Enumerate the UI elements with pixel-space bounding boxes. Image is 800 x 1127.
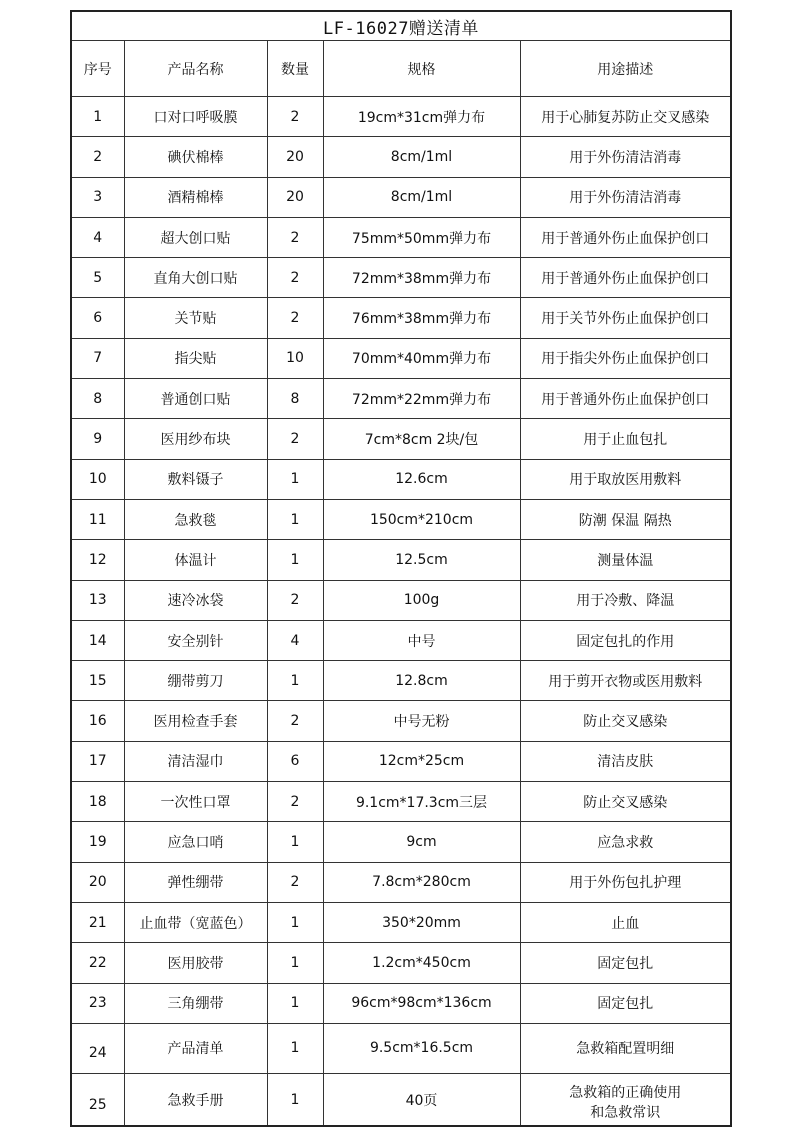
cell-qty: 1 (267, 661, 323, 701)
cell-qty: 6 (267, 741, 323, 781)
cell-qty: 2 (267, 298, 323, 338)
cell-name: 三角绷带 (124, 983, 267, 1023)
cell-use: 防止交叉感染 (520, 782, 731, 822)
cell-use-line: 和急救常识 (590, 1104, 661, 1121)
gift-list-table (70, 10, 732, 1127)
cell-use: 清洁皮肤 (520, 741, 731, 781)
cell-name: 清洁湿巾 (124, 741, 267, 781)
table-row (71, 298, 731, 338)
cell-name: 敷料镊子 (124, 459, 267, 499)
cell-qty: 1 (267, 540, 323, 580)
cell-no: 2 (71, 137, 124, 177)
cell-use: 固定包扎的作用 (520, 620, 731, 660)
cell-use: 用于止血包扎 (520, 419, 731, 459)
gift-list-sheet (70, 10, 730, 1121)
table-row (71, 701, 731, 741)
cell-name: 一次性口罩 (124, 782, 267, 822)
cell-use: 止血 (520, 902, 731, 942)
cell-spec: 8cm/1ml (323, 137, 520, 177)
cell-no: 24 (71, 1023, 124, 1073)
cell-name: 止血带（宽蓝色） (124, 902, 267, 942)
table-row (71, 338, 731, 378)
cell-name: 绷带剪刀 (124, 661, 267, 701)
table-row (71, 379, 731, 419)
cell-spec: 1.2cm*450cm (323, 943, 520, 983)
cell-use (520, 1074, 731, 1127)
cell-use: 用于关节外伤止血保护创口 (520, 298, 731, 338)
table-row (71, 137, 731, 177)
cell-name: 酒精棉棒 (124, 177, 267, 217)
cell-qty: 1 (267, 1074, 323, 1127)
cell-use: 用于外伤清洁消毒 (520, 177, 731, 217)
cell-spec: 76mm*38mm弹力布 (323, 298, 520, 338)
cell-qty: 8 (267, 379, 323, 419)
cell-name: 急救毯 (124, 499, 267, 539)
cell-qty: 1 (267, 943, 323, 983)
cell-spec: 7.8cm*280cm (323, 862, 520, 902)
cell-use: 急救箱配置明细 (520, 1023, 731, 1073)
column-header-spec: 规格 (323, 41, 520, 97)
cell-qty: 4 (267, 620, 323, 660)
cell-spec: 12.5cm (323, 540, 520, 580)
cell-use: 防潮 保温 隔热 (520, 499, 731, 539)
table-row (71, 862, 731, 902)
cell-no: 25 (71, 1074, 124, 1127)
cell-no: 21 (71, 902, 124, 942)
cell-spec: 40页 (323, 1074, 520, 1127)
table-row (71, 943, 731, 983)
cell-use: 固定包扎 (520, 943, 731, 983)
cell-name: 超大创口贴 (124, 217, 267, 257)
cell-qty: 1 (267, 822, 323, 862)
table-row (71, 580, 731, 620)
cell-name: 应急口哨 (124, 822, 267, 862)
cell-qty: 20 (267, 177, 323, 217)
cell-no: 18 (71, 782, 124, 822)
cell-qty: 10 (267, 338, 323, 378)
table-row (71, 661, 731, 701)
cell-qty: 1 (267, 902, 323, 942)
cell-no: 13 (71, 580, 124, 620)
cell-name: 产品清单 (124, 1023, 267, 1073)
cell-use: 用于指尖外伤止血保护创口 (520, 338, 731, 378)
cell-spec: 19cm*31cm弹力布 (323, 97, 520, 137)
cell-qty: 1 (267, 1023, 323, 1073)
cell-no: 6 (71, 298, 124, 338)
cell-spec: 100g (323, 580, 520, 620)
cell-name: 普通创口贴 (124, 379, 267, 419)
cell-no: 5 (71, 258, 124, 298)
cell-qty: 2 (267, 258, 323, 298)
table-row (71, 620, 731, 660)
cell-use: 应急求救 (520, 822, 731, 862)
cell-qty: 2 (267, 782, 323, 822)
cell-no: 8 (71, 379, 124, 419)
cell-spec: 8cm/1ml (323, 177, 520, 217)
cell-no: 15 (71, 661, 124, 701)
cell-no: 4 (71, 217, 124, 257)
cell-spec: 中号 (323, 620, 520, 660)
cell-qty: 2 (267, 419, 323, 459)
cell-name: 速冷冰袋 (124, 580, 267, 620)
cell-use: 防止交叉感染 (520, 701, 731, 741)
header-row (71, 41, 731, 97)
column-header-no: 序号 (71, 41, 124, 97)
table-row (71, 822, 731, 862)
cell-spec: 12cm*25cm (323, 741, 520, 781)
cell-qty: 1 (267, 459, 323, 499)
cell-no: 1 (71, 97, 124, 137)
cell-no: 3 (71, 177, 124, 217)
cell-spec: 9cm (323, 822, 520, 862)
cell-qty: 20 (267, 137, 323, 177)
column-header-use: 用途描述 (520, 41, 731, 97)
cell-no: 19 (71, 822, 124, 862)
cell-use: 用于心肺复苏防止交叉感染 (520, 97, 731, 137)
cell-spec: 9.5cm*16.5cm (323, 1023, 520, 1073)
table-row (71, 902, 731, 942)
cell-spec: 96cm*98cm*136cm (323, 983, 520, 1023)
cell-name: 关节贴 (124, 298, 267, 338)
cell-name: 直角大创口贴 (124, 258, 267, 298)
cell-spec: 350*20mm (323, 902, 520, 942)
cell-use: 测量体温 (520, 540, 731, 580)
title-row (71, 11, 731, 41)
cell-qty: 2 (267, 97, 323, 137)
cell-name: 体温计 (124, 540, 267, 580)
cell-name: 医用检查手套 (124, 701, 267, 741)
cell-no: 12 (71, 540, 124, 580)
cell-spec: 中号无粉 (323, 701, 520, 741)
cell-use: 用于外伤包扎护理 (520, 862, 731, 902)
cell-spec: 72mm*22mm弹力布 (323, 379, 520, 419)
cell-no: 22 (71, 943, 124, 983)
cell-spec: 75mm*50mm弹力布 (323, 217, 520, 257)
table-row (71, 459, 731, 499)
cell-name: 口对口呼吸膜 (124, 97, 267, 137)
cell-use: 用于取放医用敷料 (520, 459, 731, 499)
cell-no: 7 (71, 338, 124, 378)
cell-no: 23 (71, 983, 124, 1023)
cell-use: 用于普通外伤止血保护创口 (520, 217, 731, 257)
cell-name: 碘伏棉棒 (124, 137, 267, 177)
cell-name: 指尖贴 (124, 338, 267, 378)
cell-no: 9 (71, 419, 124, 459)
table-row (71, 741, 731, 781)
cell-spec: 150cm*210cm (323, 499, 520, 539)
cell-name: 急救手册 (124, 1074, 267, 1127)
cell-use: 固定包扎 (520, 983, 731, 1023)
cell-qty: 1 (267, 499, 323, 539)
table-row (71, 782, 731, 822)
cell-no: 11 (71, 499, 124, 539)
cell-use: 用于冷敷、降温 (520, 580, 731, 620)
cell-use: 用于普通外伤止血保护创口 (520, 258, 731, 298)
table-row (71, 983, 731, 1023)
cell-no: 10 (71, 459, 124, 499)
cell-spec: 70mm*40mm弹力布 (323, 338, 520, 378)
cell-qty: 2 (267, 701, 323, 741)
cell-name: 弹性绷带 (124, 862, 267, 902)
cell-name: 医用纱布块 (124, 419, 267, 459)
table-title: LF-16027赠送清单 (71, 11, 731, 41)
cell-use: 用于普通外伤止血保护创口 (520, 379, 731, 419)
column-header-name: 产品名称 (124, 41, 267, 97)
cell-no: 14 (71, 620, 124, 660)
cell-use: 用于剪开衣物或医用敷料 (520, 661, 731, 701)
cell-qty: 2 (267, 862, 323, 902)
cell-use: 用于外伤清洁消毒 (520, 137, 731, 177)
cell-no: 20 (71, 862, 124, 902)
cell-use-line: 急救箱的正确使用 (569, 1084, 682, 1101)
cell-qty: 2 (267, 580, 323, 620)
cell-name: 医用胶带 (124, 943, 267, 983)
column-header-qty: 数量 (267, 41, 323, 97)
cell-name: 安全别针 (124, 620, 267, 660)
cell-no: 16 (71, 701, 124, 741)
cell-spec: 12.8cm (323, 661, 520, 701)
cell-spec: 12.6cm (323, 459, 520, 499)
table-row (71, 1074, 731, 1127)
cell-qty: 2 (267, 217, 323, 257)
cell-spec: 9.1cm*17.3cm三层 (323, 782, 520, 822)
table-row (71, 419, 731, 459)
cell-no: 17 (71, 741, 124, 781)
cell-spec: 7cm*8cm 2块/包 (323, 419, 520, 459)
cell-spec: 72mm*38mm弹力布 (323, 258, 520, 298)
table-row (71, 217, 731, 257)
table-row (71, 1023, 731, 1073)
cell-qty: 1 (267, 983, 323, 1023)
table-row (71, 177, 731, 217)
table-row (71, 97, 731, 137)
table-row (71, 499, 731, 539)
table-row (71, 258, 731, 298)
table-row (71, 540, 731, 580)
